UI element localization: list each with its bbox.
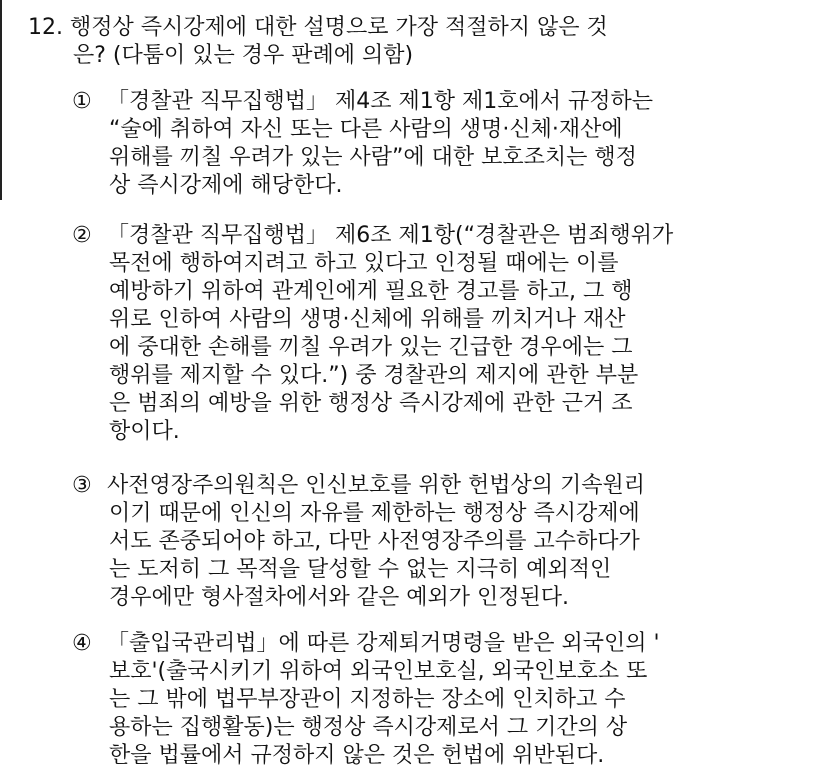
option-line: 는 도저히 그 목적을 달성할 수 없는 지극히 예외적인	[109, 557, 612, 582]
option-line: 경우에만 형사절차에서와 같은 예외가 인정된다.	[109, 585, 570, 610]
option-line: 예방하기 위하여 관계인에게 필요한 경고를 하고, 그 행	[109, 279, 633, 304]
option-line: 서도 존중되어야 하고, 다만 사전영장주의를 고수하다가	[109, 529, 640, 554]
option-line: 는 그 밖에 법무부장관이 지정하는 장소에 인치하고 수	[109, 687, 626, 712]
option-line: 항이다.	[109, 419, 180, 444]
option-line: 한을 법률에서 규정하지 않은 것은 헌법에 위반된다.	[109, 743, 605, 768]
option-line: 은 범죄의 예방을 위한 행정상 즉시강제에 관한 근거 조	[109, 391, 633, 416]
option-line: 사전영장주의원칙은 인신보호를 위한 헌법상의 기속원리	[107, 473, 646, 498]
left-border-line	[0, 0, 2, 200]
option-line: 「출입국관리법」에 따른 강제퇴거명령을 받은 외국인의 '	[107, 631, 660, 656]
option-line: 에 중대한 손해를 끼칠 우려가 있는 긴급한 경우에는 그	[109, 335, 633, 360]
option-line: “술에 취하여 자신 또는 다른 사람의 생명·신체·재산에	[109, 117, 623, 142]
option-number: ①	[72, 89, 92, 114]
option-1	[72, 88, 812, 200]
option-line: 상 즉시강제에 해당한다.	[109, 173, 343, 198]
option-3	[72, 472, 812, 612]
option-line: 목전에 행하여지려고 하고 있다고 인정될 때에는 이를	[109, 251, 619, 276]
option-line: 보호'(출국시키기 위하여 외국인보호실, 외국인보호소 또	[109, 659, 648, 684]
option-number: ③	[72, 473, 92, 498]
question-line: 12. 행정상 즉시강제에 대한 설명으로 가장 적절하지 않은 것	[28, 15, 608, 40]
option-2	[72, 222, 812, 446]
option-line: 「경찰관 직무집행법」 제6조 제1항(“경찰관은 범죄행위가	[107, 223, 674, 248]
option-line: 행위를 제지할 수 있다.”) 중 경찰관의 제지에 관한 부분	[109, 363, 639, 388]
option-line: 이기 때문에 인신의 자유를 제한하는 행정상 즉시강제에	[109, 501, 640, 526]
option-line: 용하는 집행활동)는 행정상 즉시강제로서 그 기간의 상	[109, 715, 628, 740]
option-4	[72, 630, 812, 770]
question-stem	[28, 14, 808, 70]
question-line: 은? (다툼이 있는 경우 판례에 의함)	[73, 43, 414, 68]
option-line: 위해를 끼칠 우려가 있는 사람”에 대한 보호조치는 행정	[109, 145, 637, 170]
option-number: ④	[72, 631, 92, 656]
option-number: ②	[72, 223, 92, 248]
option-line: 위로 인하여 사람의 생명·신체에 위해를 끼치거나 재산	[109, 307, 626, 332]
option-line: 「경찰관 직무집행법」 제4조 제1항 제1호에서 규정하는	[107, 89, 653, 114]
